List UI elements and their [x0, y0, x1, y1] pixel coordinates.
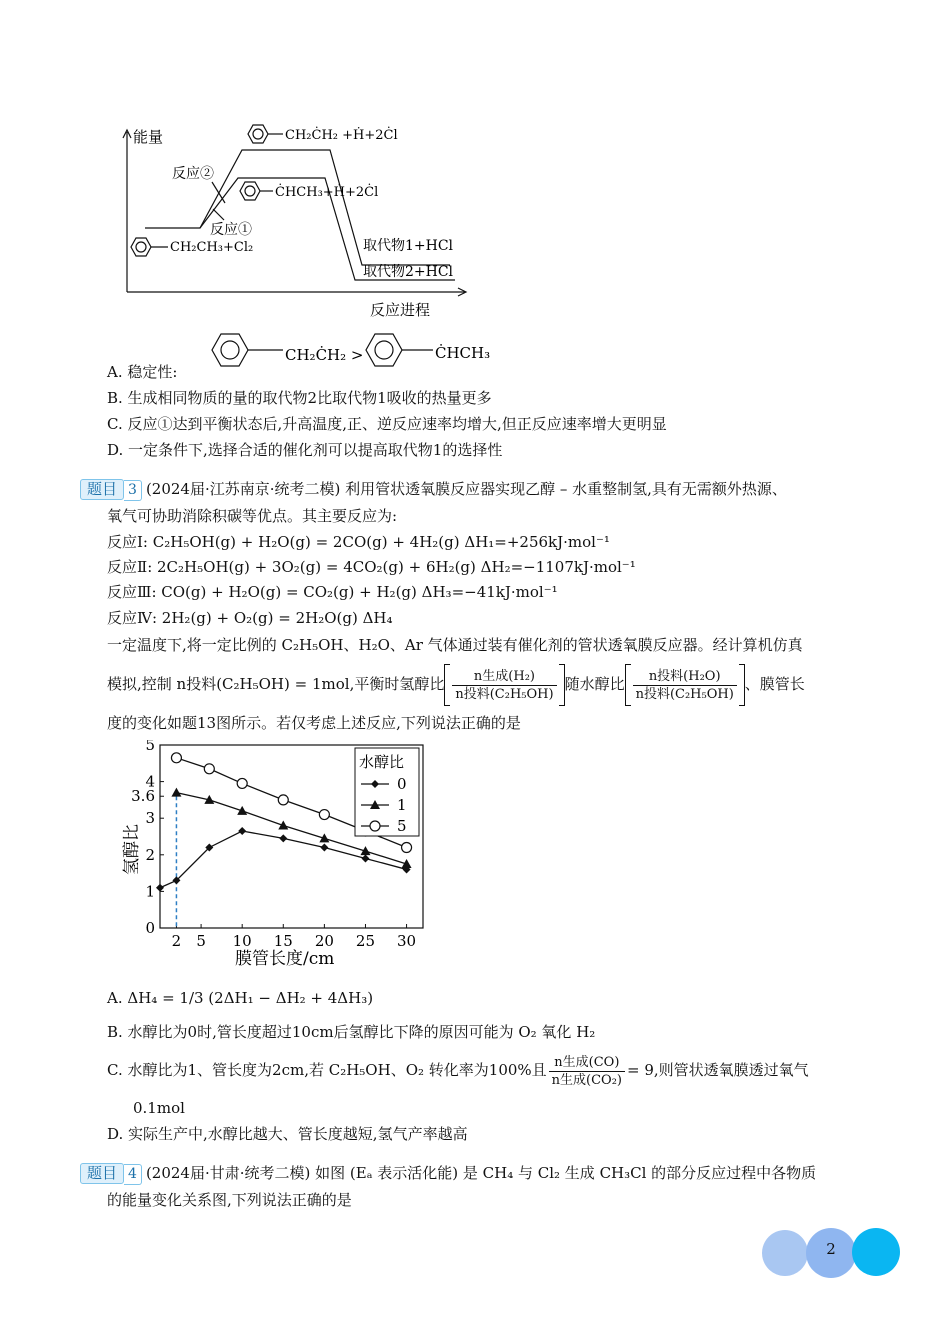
reaction2-label: 反应② — [172, 166, 214, 182]
y-tick-label: 1 — [145, 882, 155, 901]
stability-structures — [205, 328, 505, 376]
y-tick-label: 3 — [145, 809, 155, 828]
y-tick-label: 3.6 — [131, 787, 155, 806]
q3-option-b: B. 水醇比为0时,管长度超过10cm后氢醇比下降的原因可能为 O₂ 氧化 H₂ — [107, 1023, 596, 1041]
question-tag: 题目 — [80, 479, 124, 500]
energy-y-label: 能量 — [133, 128, 164, 146]
reaction-4: 反应Ⅳ: 2H₂(g) + O₂(g) = 2H₂O(g) ΔH₄ — [107, 609, 393, 627]
q3-option-c-cont: 0.1mol — [133, 1099, 185, 1117]
data-point-0 — [238, 827, 246, 835]
x-tick-label: 20 — [314, 932, 334, 950]
data-point-1 — [278, 821, 288, 830]
question-tag: 题目 — [80, 1163, 124, 1184]
legend-label: 5 — [397, 817, 407, 835]
data-point-0 — [361, 854, 369, 862]
q3-option-a: A. ΔH₄ = 1/3 (2ΔH₁ − ΔH₂ + 4ΔH₃) — [107, 989, 374, 1007]
page-number: 2 — [826, 1240, 836, 1258]
data-point-1 — [171, 788, 181, 797]
reaction-3: 反应Ⅲ: CO(g) + H₂O(g) = CO₂(g) + H₂(g) ΔH₃=−41kJ·mol⁻¹ — [107, 583, 558, 601]
reaction1-label: 反应① — [210, 222, 252, 238]
chart-xlabel: 膜管长度/cm — [235, 949, 335, 969]
ts-low-label: ĊHCH₃+Ḣ+2Ċl — [275, 185, 379, 200]
y-tick-label: 4 — [145, 772, 155, 791]
stability-right: ĊHCH₃ — [435, 344, 491, 362]
reaction-1: 反应Ⅰ: C₂H₅OH(g) + H₂O(g) = 2CO(g) + 4H₂(g) ΔH₁=+256kJ·mol⁻¹ — [107, 533, 610, 551]
legend-label: 0 — [397, 775, 407, 793]
product2-label: 取代物2+HCl — [363, 264, 454, 280]
q3-para-line2: 模拟,控制 n投料(C₂H₅OH) = 1mol,平衡时氢醇比 $\frac{\text{n生成(H₂)}}{\text{n投料(C₂H₅OH)}}$ 随水醇比 $\frac{\text{n投料(H₂O)}}{\text{n投料(C₂H₅OH)}}$ 、膜管长 — [107, 660, 805, 708]
x-tick-label: 25 — [355, 932, 376, 950]
x-tick-label: 10 — [232, 932, 252, 950]
page-badge-right — [852, 1228, 900, 1276]
question-number: 4 — [124, 1164, 142, 1185]
q4-stem-line1: 题目 4 (2024届·甘肃·统考二模) 如图 (Eₐ 表示活化能) 是 CH₄ 与 Cl₂ 生成 CH₃Cl 的部分反应过程中各物质 — [80, 1163, 816, 1185]
q2-option-b: B. 生成相同物质的量的取代物2比取代物1吸收的热量更多 — [107, 389, 492, 407]
q2-option-d: D. 一定条件下,选择合适的催化剂可以提高取代物1的选择性 — [107, 441, 503, 459]
x-tick-label: 5 — [196, 932, 206, 950]
data-point-5 — [204, 764, 214, 774]
legend-marker-5 — [370, 821, 380, 831]
legend-label: 1 — [397, 796, 407, 814]
data-point-0 — [156, 884, 164, 892]
q3-option-c: C. 水醇比为1、管长度为2cm,若 C₂H₅OH、O₂ 转化率为100%且 $\frac{\text{n生成(CO)}}{\text{n生成(CO₂)}}$ = 9,则管状透氧膜透过氧气 — [107, 1054, 809, 1088]
q2-option-c: C. 反应①达到平衡状态后,升高温度,正、逆反应速率均增大,但正反应速率增大更明显 — [107, 415, 667, 433]
reactant-label: CH₂CH₃+Cl₂ — [170, 240, 254, 255]
x-tick-label: 2 — [171, 932, 182, 950]
data-point-5 — [237, 778, 247, 788]
y-tick-label: 5 — [145, 740, 155, 754]
legend-title: 水醇比 — [359, 753, 405, 771]
y-tick-label: 0 — [145, 919, 155, 937]
energy-x-label: 反应进程 — [370, 301, 431, 319]
x-tick-label: 15 — [273, 932, 293, 950]
page-badge-left — [762, 1230, 808, 1276]
y-tick-label: 2 — [145, 845, 155, 864]
energy-diagram — [120, 120, 480, 330]
data-point-5 — [171, 753, 181, 763]
q3-stem-line1: 题目 3 (2024届·江苏南京·统考二模) 利用管状透氧膜反应器实现乙醇 – 水重整制氢,具有无需额外热源、 — [80, 479, 787, 501]
data-point-5 — [278, 795, 288, 805]
hydrogen-ratio-chart — [115, 740, 435, 970]
reaction-2: 反应Ⅱ: 2C₂H₅OH(g) + 3O₂(g) = 4CO₂(g) + 6H₂(g) ΔH₂=−1107kJ·mol⁻¹ — [107, 558, 636, 576]
product1-label: 取代物1+HCl — [363, 238, 454, 254]
data-point-0 — [279, 834, 287, 842]
data-point-0 — [320, 843, 328, 851]
ts-high-label: CH₂ĊH₂ +Ḣ+2Ċl — [285, 128, 398, 143]
q3-para-line1: 一定温度下,将一定比例的 C₂H₅OH、H₂O、Ar 气体通过装有催化剂的管状透氧膜反应器。经计算机仿真 — [107, 636, 803, 654]
x-tick-label: 30 — [397, 932, 417, 950]
q3-para-line3: 度的变化如题13图所示。若仅考虑上述反应,下列说法正确的是 — [107, 714, 521, 732]
data-point-5 — [319, 810, 329, 820]
q2-option-a: A. 稳定性: — [107, 363, 178, 381]
q3-option-d: D. 实际生产中,水醇比越大、管长度越短,氢气产率越高 — [107, 1125, 468, 1143]
q3-stem-line2: 氧气可协助消除积碳等优点。其主要反应为: — [107, 507, 398, 525]
question-number: 3 — [124, 480, 142, 501]
data-point-5 — [402, 842, 412, 852]
chart-ylabel: 氢醇比 — [122, 824, 142, 875]
q4-stem-line2: 的能量变化关系图,下列说法正确的是 — [107, 1191, 352, 1209]
stability-left: CH₂ĊH₂ > — [285, 346, 364, 364]
